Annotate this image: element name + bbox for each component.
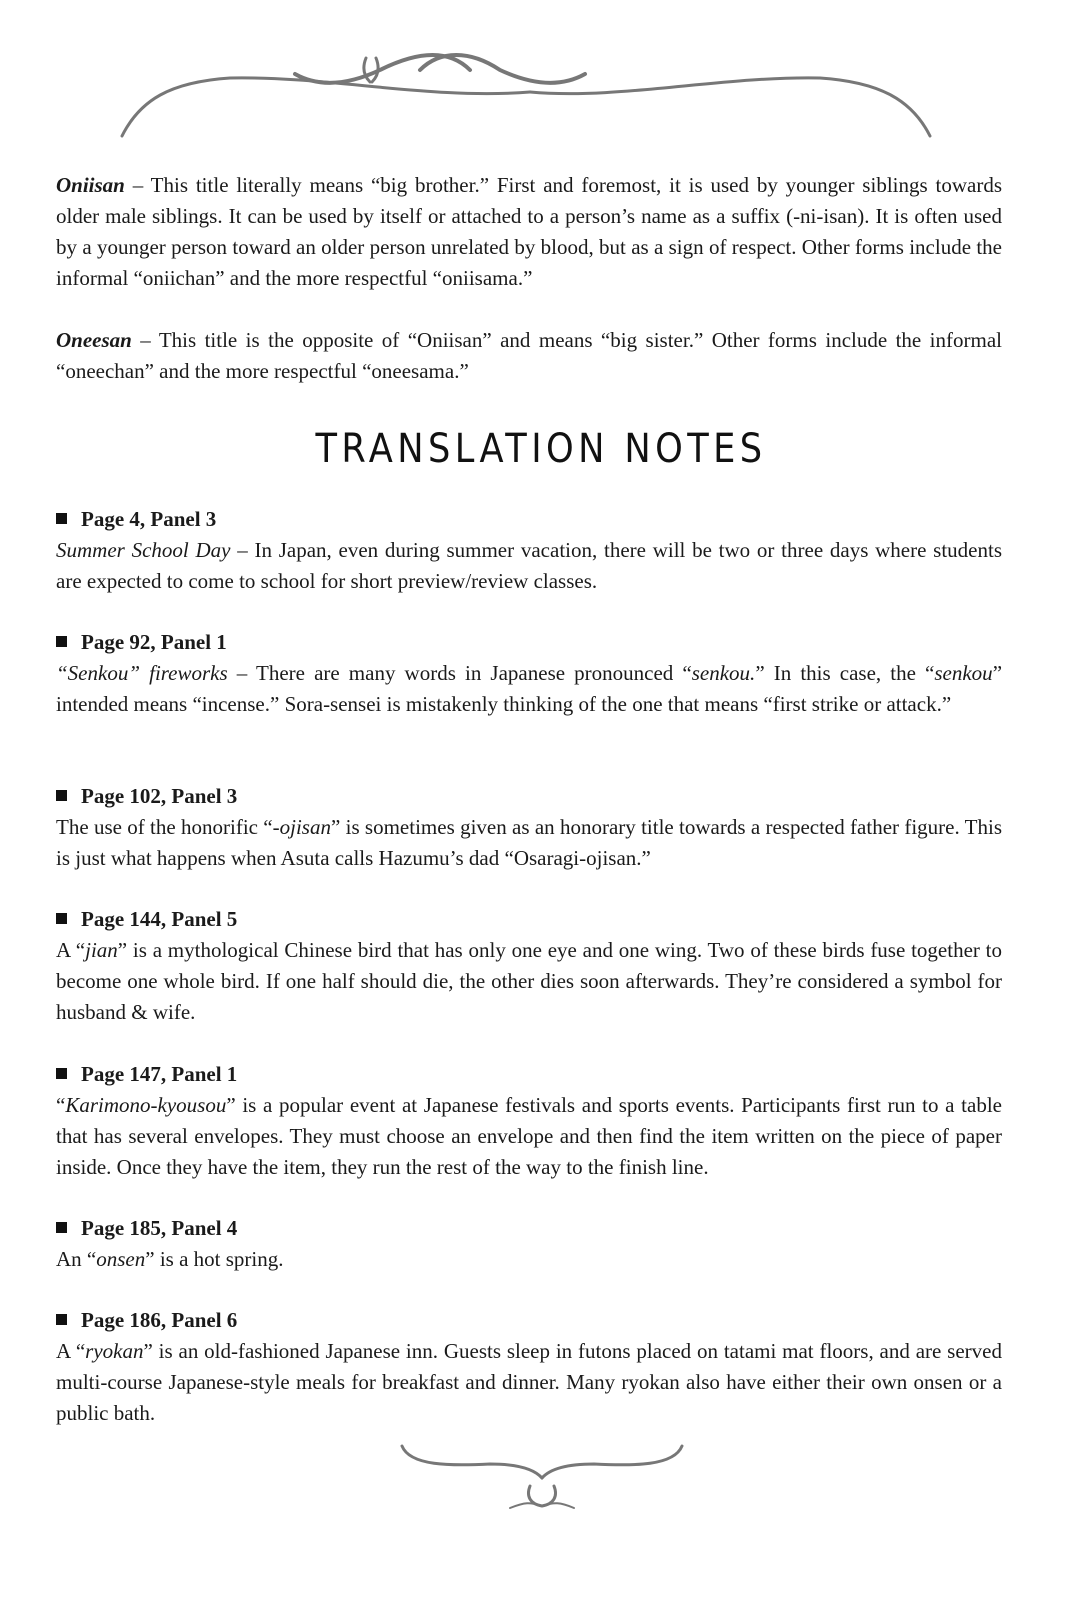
translation-note [56, 504, 1002, 597]
bottom-ornament [380, 1430, 700, 1510]
translation-note [56, 1213, 1002, 1275]
glossary-entry-oneesan [56, 325, 1002, 387]
square-bullet-icon [56, 636, 67, 647]
glossary-term: Oneesan [56, 328, 132, 352]
note-text: “ [56, 1093, 66, 1117]
note-text: ” is a hot spring. [145, 1247, 284, 1271]
note-text: ” is a mythological Chinese bird that has only one eye and one wing. Two of these birds fuse together to become one whole bird. If one half should die, the other dies soon afterwards. They’re considered a symbol for husband & wife. [56, 938, 1003, 1024]
note-heading [56, 904, 1002, 935]
glossary-definition: – This title literally means “big brother.” First and foremost, it is used by younger siblings towards older male siblings. It can be used by itself or attached to a person’s name as a suffix (-ni-isan). It is often used by a younger person toward an older person unrelated by blood, but as a sign of respect. Other forms include the informal “oniichan” and the more respectful “oniisama.” [56, 173, 1002, 290]
note-heading [56, 1213, 1002, 1244]
note-text: A “ [56, 1339, 86, 1363]
translation-note [56, 1305, 1002, 1429]
note-italic-term: -ojisan [272, 815, 331, 839]
note-italic-term: ryokan [85, 1339, 144, 1363]
square-bullet-icon [56, 790, 67, 801]
square-bullet-icon [56, 1222, 67, 1233]
note-text: ” is an old-fashioned Japanese inn. Guests sleep in futons placed on tatami mat floors, and are served multi-course Japanese-style meals for breakfast and dinner. Many ryokan also have either their own onsen or a public bath. [56, 1339, 1002, 1425]
note-heading-text: Page 4, Panel 3 [81, 507, 217, 531]
translation-note [56, 627, 1002, 720]
glossary-definition: – This title is the opposite of “Oniisan” and means “big sister.” Other forms include the informal “oneechan” and the more respectful “oneesama.” [56, 328, 1002, 383]
note-italic-term: onsen [96, 1247, 146, 1271]
translation-note [56, 904, 1002, 1028]
note-heading [56, 781, 1002, 812]
glossary-term: Oniisan [56, 173, 125, 197]
note-italic-term: “Senkou” fireworks [56, 661, 228, 685]
glossary-entry-oniisan [56, 170, 1002, 294]
note-italic-term: Karimono-kyousou [65, 1093, 227, 1117]
note-text: The use of the honorific “ [56, 815, 273, 839]
note-text: – In Japan, even during summer vacation, there will be two or three days where students are expected to come to school for short preview/review classes. [56, 538, 1002, 593]
note-heading-text: Page 102, Panel 3 [81, 784, 238, 808]
square-bullet-icon [56, 913, 67, 924]
square-bullet-icon [56, 513, 67, 524]
note-italic-term: Summer School Day [56, 538, 231, 562]
top-ornament [100, 40, 950, 140]
translation-note [56, 1059, 1002, 1183]
square-bullet-icon [56, 1068, 67, 1079]
note-text: ” intended means “incense.” Sora-sensei is mistakenly thinking of the one that means “first strike or attack.” [56, 661, 1003, 716]
note-text: An “ [56, 1247, 97, 1271]
note-heading-text: Page 185, Panel 4 [81, 1216, 238, 1240]
note-text: ” is sometimes given as an honorary title towards a respected father figure. This is just what happens when Asuta calls Hazumu’s dad “Osaragi-ojisan.” [56, 815, 1002, 870]
note-heading [56, 1305, 1002, 1336]
note-heading-text: Page 92, Panel 1 [81, 630, 227, 654]
section-title: TRANSLATION NOTES [315, 426, 767, 472]
note-heading-text: Page 186, Panel 6 [81, 1308, 238, 1332]
translation-note [56, 781, 1002, 874]
note-text: ” is a popular event at Japanese festivals and sports events. Participants first run to a table that has several envelopes. They must choose an envelope and then find the item written on the piece of paper inside. Once they have the item, they run the rest of the way to the finish line. [56, 1093, 1002, 1179]
note-heading-text: Page 147, Panel 1 [81, 1062, 238, 1086]
note-text: A “ [56, 938, 86, 962]
note-heading [56, 627, 1002, 658]
note-italic-term: senkou [934, 661, 993, 685]
note-italic-term: senkou. [691, 661, 756, 685]
note-text: ” In this case, the “ [755, 661, 935, 685]
note-italic-term: jian [85, 938, 118, 962]
square-bullet-icon [56, 1314, 67, 1325]
note-heading [56, 1059, 1002, 1090]
note-heading-text: Page 144, Panel 5 [81, 907, 238, 931]
note-text: – There are many words in Japanese pronounced “ [227, 661, 692, 685]
note-heading [56, 504, 1002, 535]
